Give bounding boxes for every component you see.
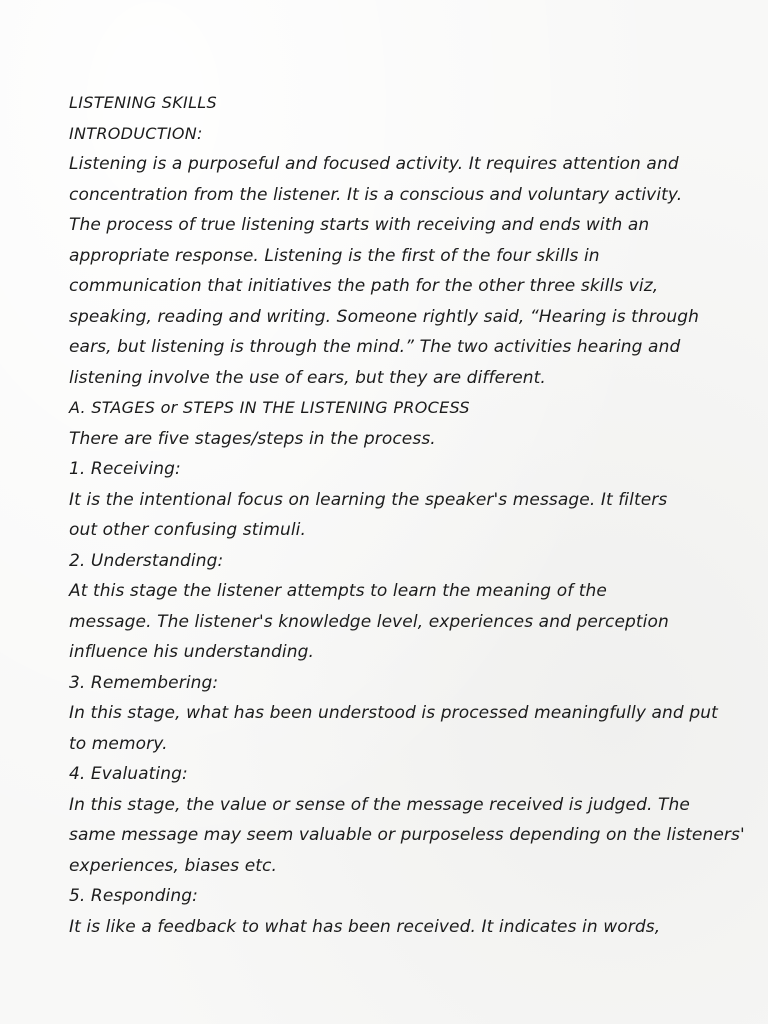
paragraph-line: concentration from the listener. It is a conscious and voluntary activity. <box>69 184 683 205</box>
paragraph-line: out other confusing stimuli. <box>69 520 306 540</box>
stage-heading-understanding: 2. Understanding: <box>69 550 224 571</box>
paragraph-line: appropriate response. Listening is the first of the four skills in <box>69 245 600 266</box>
paragraph-line: experiences, biases etc. <box>69 855 277 876</box>
stage-heading-evaluating: 4. Evaluating: <box>69 764 188 784</box>
paragraph-line: communication that initiatives the path for the other three skills viz, <box>69 276 659 296</box>
paragraph-line: listening involve the use of ears, but they are different. <box>69 367 546 388</box>
paragraph-line: It is like a feedback to what has been received. It indicates in words, <box>69 916 661 937</box>
paragraph-line: message. The listener's knowledge level, experiences and perception <box>69 611 669 632</box>
stage-heading-responding: 5. Responding: <box>69 886 198 906</box>
paragraph-line: There are five stages/steps in the process. <box>69 428 436 449</box>
paragraph-line: speaking, reading and writing. Someone rightly said, “Hearing is through <box>69 306 700 327</box>
paragraph-line: In this stage, the value or sense of the message received is judged. The <box>69 794 690 815</box>
paragraph-line: ears, but listening is through the mind.” The two activities hearing and <box>69 337 681 357</box>
paragraph-line: In this stage, what has been understood is processed meaningfully and put <box>69 703 718 723</box>
paragraph-line: to memory. <box>69 733 168 754</box>
paragraph-line: Listening is a purposeful and focused activity. It requires attention and <box>69 154 679 174</box>
document-title: LISTENING SKILLS <box>69 93 217 112</box>
paragraph-line: At this stage the listener attempts to learn the meaning of the <box>69 581 607 601</box>
section-heading-stages: A. STAGES or STEPS IN THE LISTENING PROCESS <box>69 398 470 417</box>
stage-heading-receiving: 1. Receiving: <box>69 459 181 479</box>
paragraph-line: same message may seem valuable or purposeless depending on the listeners' <box>69 825 745 845</box>
document-body <box>69 88 745 942</box>
section-heading-introduction: INTRODUCTION: <box>69 123 203 143</box>
stage-heading-remembering: 3. Remembering: <box>69 672 219 693</box>
paragraph-line: The process of true listening starts with receiving and ends with an <box>69 215 650 235</box>
paragraph-line: It is the intentional focus on learning the speaker's message. It filters <box>69 489 668 510</box>
paragraph-line: influence his understanding. <box>69 642 314 662</box>
